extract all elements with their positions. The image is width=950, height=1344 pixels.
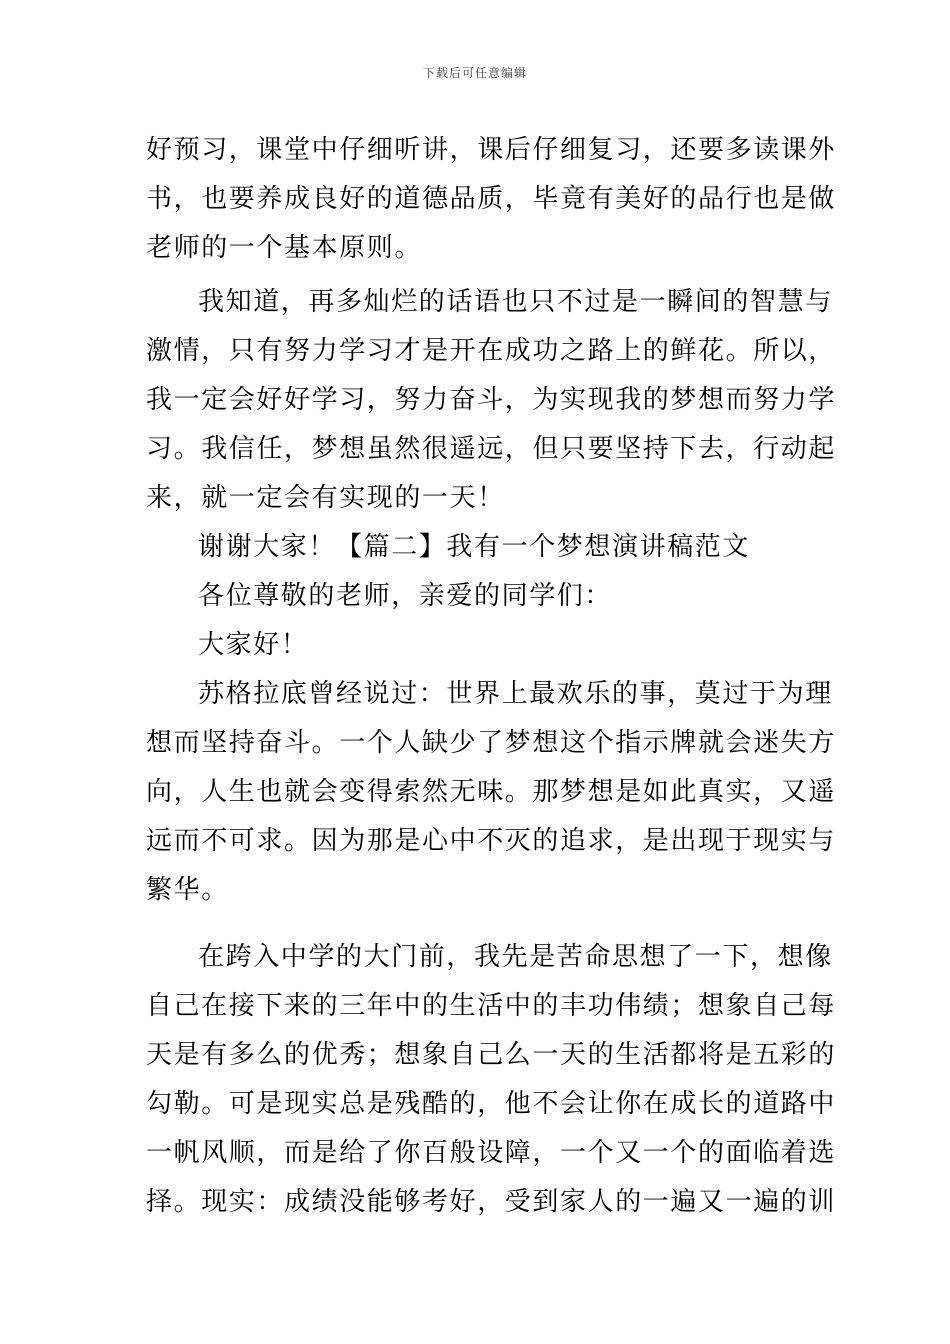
text-line: 老师的一个基本原则。 xyxy=(146,233,423,263)
text-line: 天是有多么的优秀；想象自己么一天的生活都将是五彩的 xyxy=(146,1040,837,1070)
paragraph xyxy=(146,933,837,1227)
text-line: 我一定会好好学习，努力奋斗，为实现我的梦想而努力学 xyxy=(146,385,837,415)
paragraph xyxy=(146,126,837,273)
text-line: 苏格拉底曾经说过：世界上最欢乐的事，莫过于为理 xyxy=(198,679,833,709)
page-header: 下载后可任意编辑 xyxy=(422,66,527,80)
text-line: 勾勒。可是现实总是残酷的，他不会让你在成长的道路中 xyxy=(146,1089,837,1119)
text-line: 自己在接下来的三年中的生活中的丰功伟绩；想象自己每 xyxy=(146,991,837,1021)
text-line: 各位尊敬的老师，亲爱的同学们： xyxy=(198,581,613,611)
paragraph xyxy=(146,572,808,621)
text-line: 谢谢大家！【篇二】我有一个梦想演讲稿范文 xyxy=(198,532,751,562)
text-line: 好预习，课堂中仔细听讲，课后仔细复习，还要多读课外 xyxy=(146,135,837,165)
text-line: 书，也要养成良好的道德品质，毕竟有美好的品行也是做 xyxy=(146,184,837,214)
text-line: 远而不可求。因为那是心中不灭的追求，是出现于现实与 xyxy=(146,826,837,856)
text-line: 繁华。 xyxy=(146,875,229,905)
text-line: 激情，只有努力学习才是开在成功之路上的鲜花。所以， xyxy=(146,336,837,366)
text-line: 想而坚持奋斗。一个人缺少了梦想这个指示牌就会迷失方 xyxy=(146,728,837,758)
text-line: 择。现实：成绩没能够考好，受到家人的一遍又一遍的训 xyxy=(146,1187,837,1217)
paragraph xyxy=(146,523,808,572)
paragraph xyxy=(146,278,837,523)
text-line: 大家好！ xyxy=(198,630,309,660)
text-line: 来，就一定会有实现的一天！ xyxy=(146,483,505,513)
paragraph xyxy=(146,621,808,670)
text-line: 向，人生也就会变得索然无味。那梦想是如此真实，又遥 xyxy=(146,777,837,807)
text-line: 在跨入中学的大门前，我先是苦命思想了一下，想像 xyxy=(198,942,833,972)
text-line: 我知道，再多灿烂的话语也只不过是一瞬间的智慧与 xyxy=(198,287,833,317)
text-line: 习。我信任，梦想虽然很遥远，但只要坚持下去，行动起 xyxy=(146,434,837,464)
text-line: 一帆风顺，而是给了你百般设障，一个又一个的面临着选 xyxy=(146,1138,837,1168)
document-body xyxy=(146,126,837,1227)
paragraph xyxy=(146,670,837,915)
